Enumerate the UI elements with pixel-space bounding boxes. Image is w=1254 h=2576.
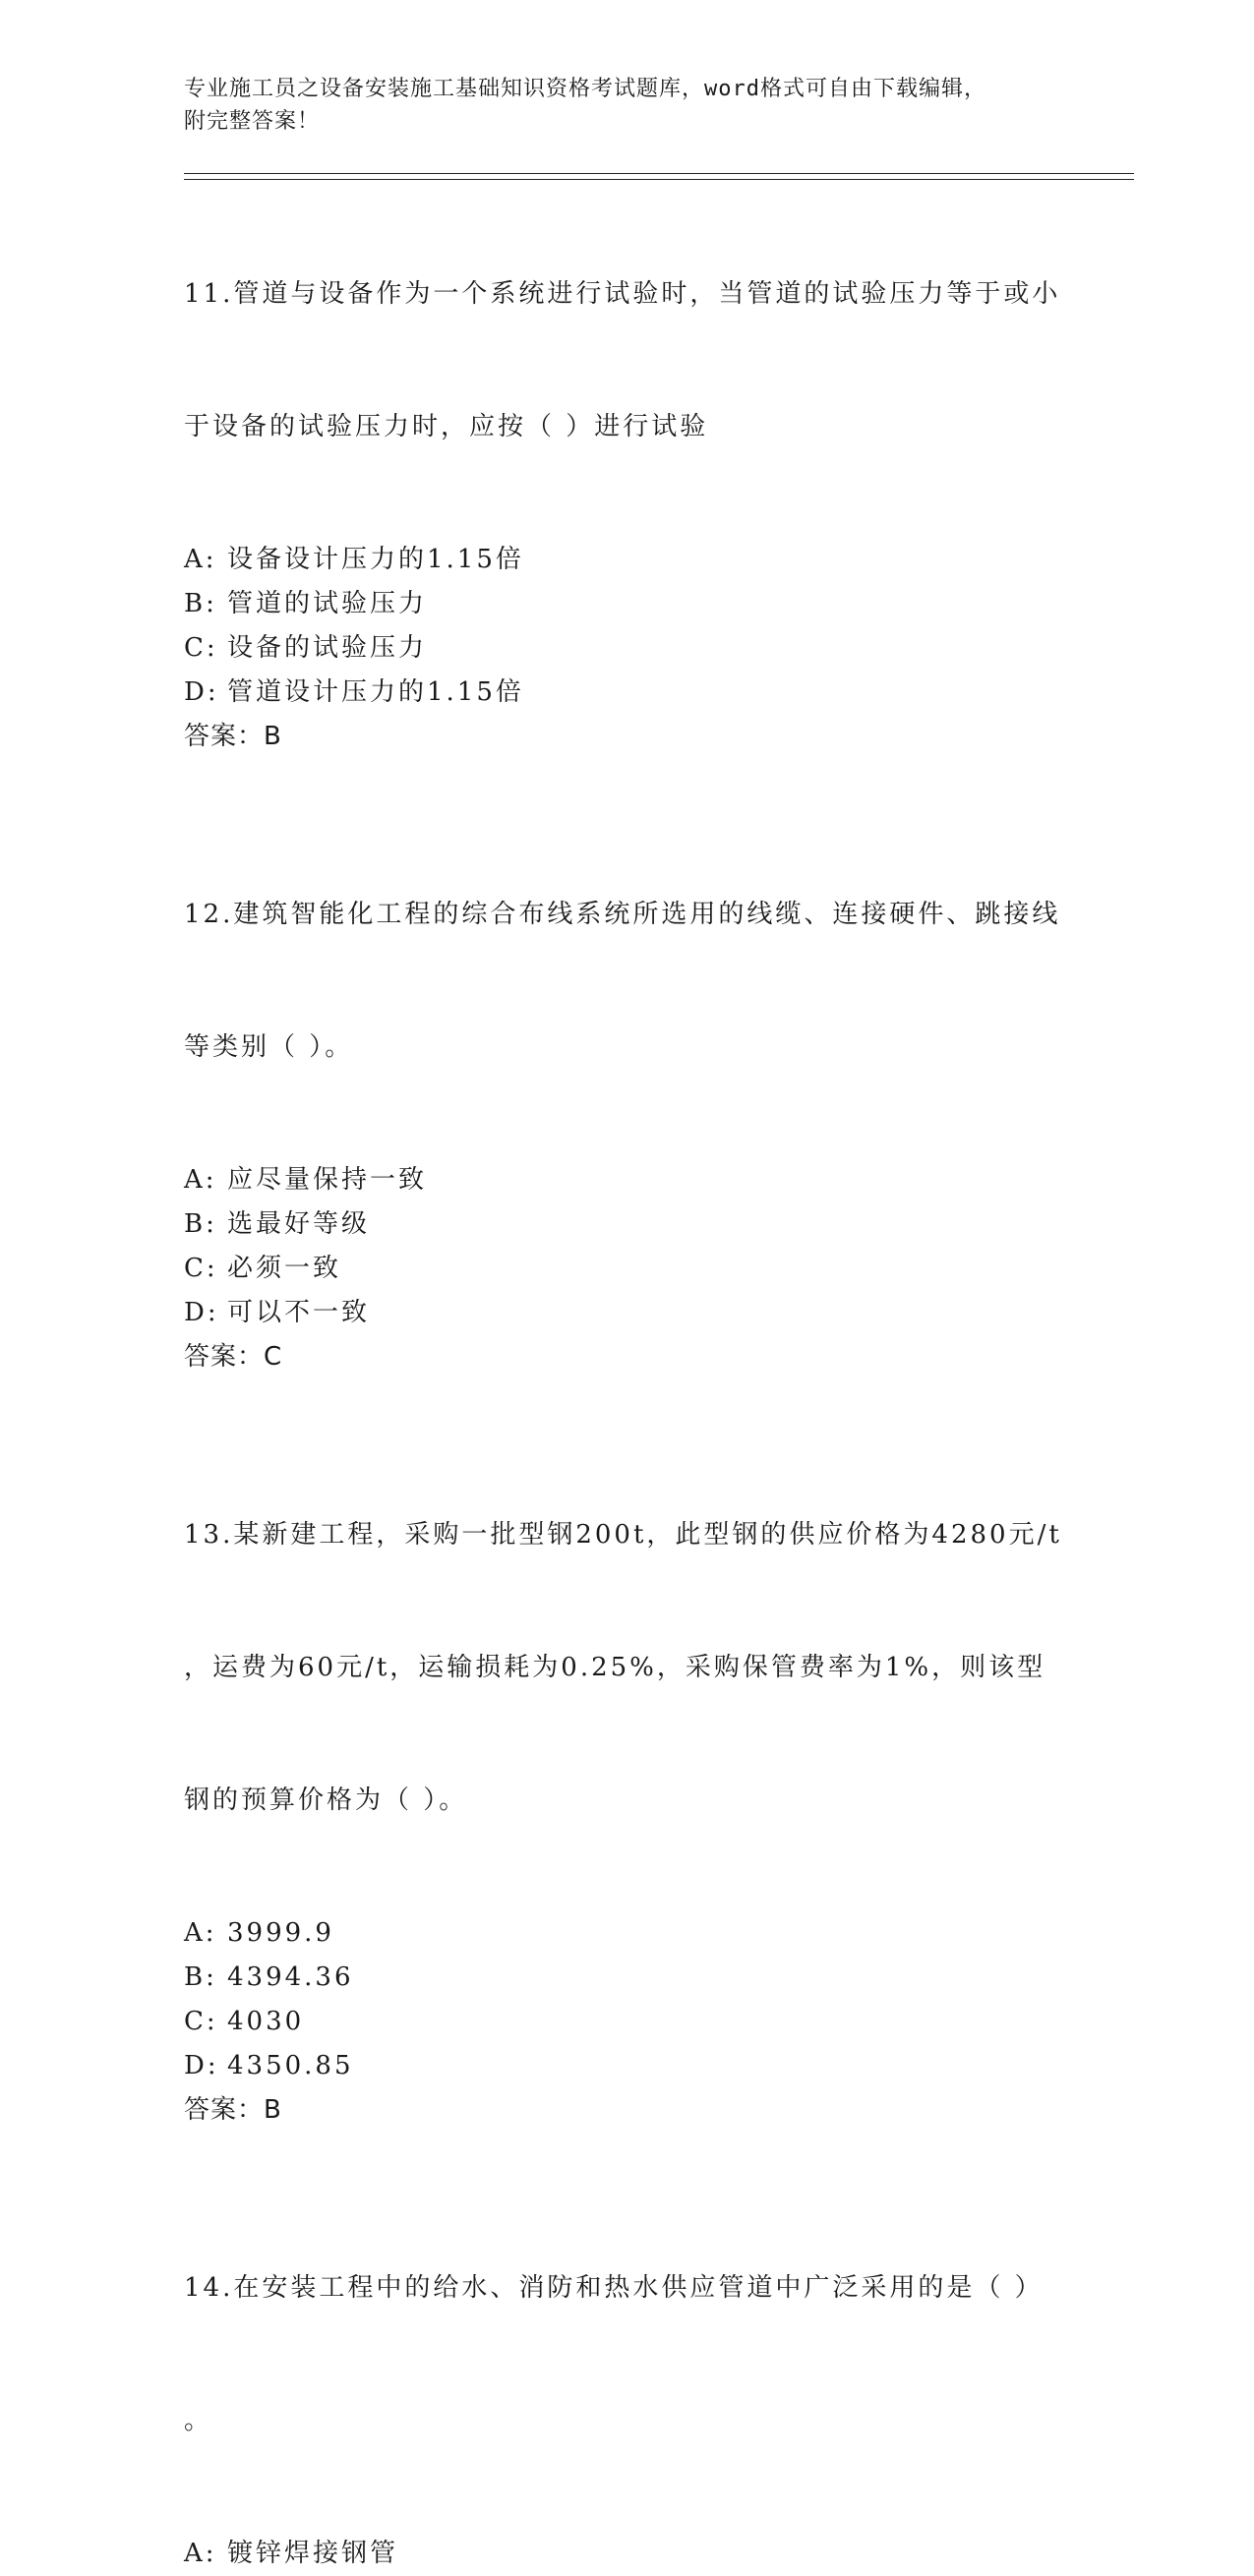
option-text: 管道设计压力的1.15倍 [227,677,524,707]
question-stem [184,1425,1069,1911]
option-d [184,1291,1069,1335]
option-b [184,1202,1069,1247]
option-text: 4350.85 [227,2051,354,2080]
stem-line: 14.在安装工程中的给水、消防和热水供应管道中广泛采用的是（ ） [184,2273,1044,2303]
option-text: 必须一致 [227,1254,342,1283]
option-d [184,671,1069,715]
option-text: 应尽量保持一致 [227,1165,428,1195]
option-b [184,1956,1069,2000]
option-key: A: [184,2539,217,2568]
question-11 [184,184,1069,759]
option-key: C: [184,633,218,663]
option-text: 设备设计压力的1.15倍 [227,545,524,574]
answer-line: 答案：B [184,722,282,751]
option-key: A: [184,545,217,574]
stem-line: 钢的预算价格为（ ）。 [184,1786,468,1815]
question-stem [184,184,1069,538]
stem-line: 。 [184,2406,213,2435]
answer-line: 答案：B [184,2095,282,2125]
option-text: 管道的试验压力 [227,589,428,618]
option-key: D: [184,1298,219,1327]
question-stem [184,2178,1069,2532]
option-text: 镀锌焊接钢管 [227,2539,399,2568]
option-a [184,1158,1069,1202]
option-b [184,582,1069,626]
option-text: 3999.9 [227,1918,334,1948]
option-c [184,1247,1069,1291]
question-12 [184,804,1069,1379]
stem-line: 12.建筑智能化工程的综合布线系统所选用的线缆、连接硬件、跳接线 [184,900,1061,929]
option-a [184,1911,1069,1956]
option-key: B: [184,589,217,618]
stem-line: 13.某新建工程，采购一批型钢200t，此型钢的供应价格为4280元/t [184,1520,1062,1550]
option-text: 设备的试验压力 [227,633,428,663]
option-a [184,2532,1069,2576]
question-list [184,184,1069,2576]
answer-line: 答案：C [184,1342,283,1372]
header-divider-top [184,173,1134,174]
question-stem [184,804,1069,1158]
option-key: B: [184,1209,217,1239]
question-13 [184,1425,1069,2133]
stem-line: 于设备的试验压力时，应按（ ）进行试验 [184,412,709,441]
stem-line: ，运费为60元/t，运输损耗为0.25%，采购保管费率为1%，则该型 [184,1653,1046,1682]
option-key: D: [184,677,219,707]
option-c [184,626,1069,671]
option-key: A: [184,1918,217,1948]
question-14 [184,2178,1069,2576]
option-a [184,538,1069,582]
option-key: C: [184,1254,218,1283]
option-text: 4394.36 [227,1962,354,1992]
header-line-2: 附完整答案！ [184,109,321,134]
option-text: 选最好等级 [227,1209,371,1239]
option-text: 4030 [227,2007,305,2036]
document-header [184,73,1049,138]
stem-line: 11.管道与设备作为一个系统进行试验时，当管道的试验压力等于或小 [184,279,1061,309]
option-key: A: [184,1165,217,1195]
option-key: B: [184,1962,217,1992]
option-text: 可以不一致 [227,1298,371,1327]
option-c [184,2000,1069,2044]
option-key: D: [184,2051,219,2080]
header-divider-bottom [184,179,1134,180]
stem-line: 等类别（ ）。 [184,1032,354,1062]
option-d [184,2044,1069,2088]
header-line-1: 专业施工员之设备安装施工基础知识资格考试题库，word格式可自由下载编辑， [184,77,986,101]
option-key: C: [184,2007,218,2036]
